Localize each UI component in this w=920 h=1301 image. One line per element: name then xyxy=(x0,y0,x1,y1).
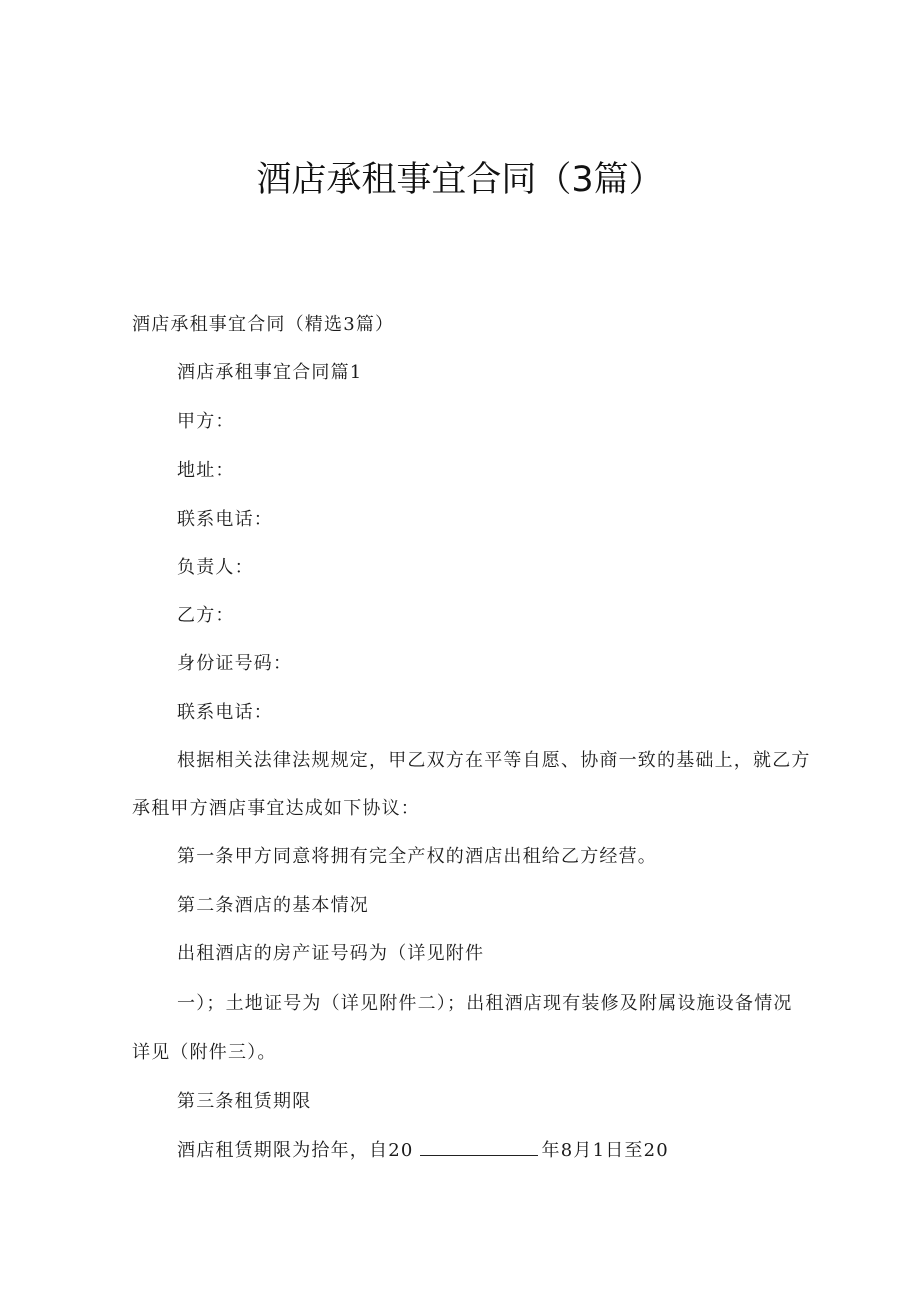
party-b-label: 乙方： xyxy=(177,605,235,626)
article-3-heading: 第三条租赁期限 xyxy=(177,1091,312,1112)
document-subtitle: 酒店承租事宜合同（精选3篇） xyxy=(132,314,395,335)
fill-in-blank xyxy=(420,1139,538,1156)
article-3-text-start: 酒店租赁期限为拾年，自20 xyxy=(177,1140,414,1161)
article-2-line-3: 详见（附件三）。 xyxy=(132,1042,277,1063)
party-b-phone-label: 联系电话： xyxy=(177,702,273,723)
party-b-id-label: 身份证号码： xyxy=(177,653,293,674)
article-3-text xyxy=(177,1139,669,1162)
party-a-label: 甲方： xyxy=(177,411,235,432)
article-1: 第一条甲方同意将拥有完全产权的酒店出租给乙方经营。 xyxy=(177,846,657,867)
party-a-person-in-charge-label: 负责人： xyxy=(177,557,254,578)
article-2-line-2: 一）；土地证号为（详见附件二）；出租酒店现有装修及附属设施设备情况 xyxy=(177,993,793,1014)
article-3-text-end: 年8月1日至20 xyxy=(541,1140,669,1161)
preamble-line-1: 根据相关法律法规规定，甲乙双方在平等自愿、协商一致的基础上，就乙方 xyxy=(177,750,811,771)
document-title: 酒店承租事宜合同（3篇） xyxy=(256,160,664,200)
party-a-phone-label: 联系电话： xyxy=(177,509,273,530)
section-heading: 酒店承租事宜合同篇1 xyxy=(177,362,363,383)
preamble-line-2: 承租甲方酒店事宜达成如下协议： xyxy=(132,798,420,819)
party-a-address-label: 地址： xyxy=(177,460,235,481)
article-2-heading: 第二条酒店的基本情况 xyxy=(177,895,369,916)
article-2-line-1: 出租酒店的房产证号码为（详见附件 xyxy=(177,943,485,964)
